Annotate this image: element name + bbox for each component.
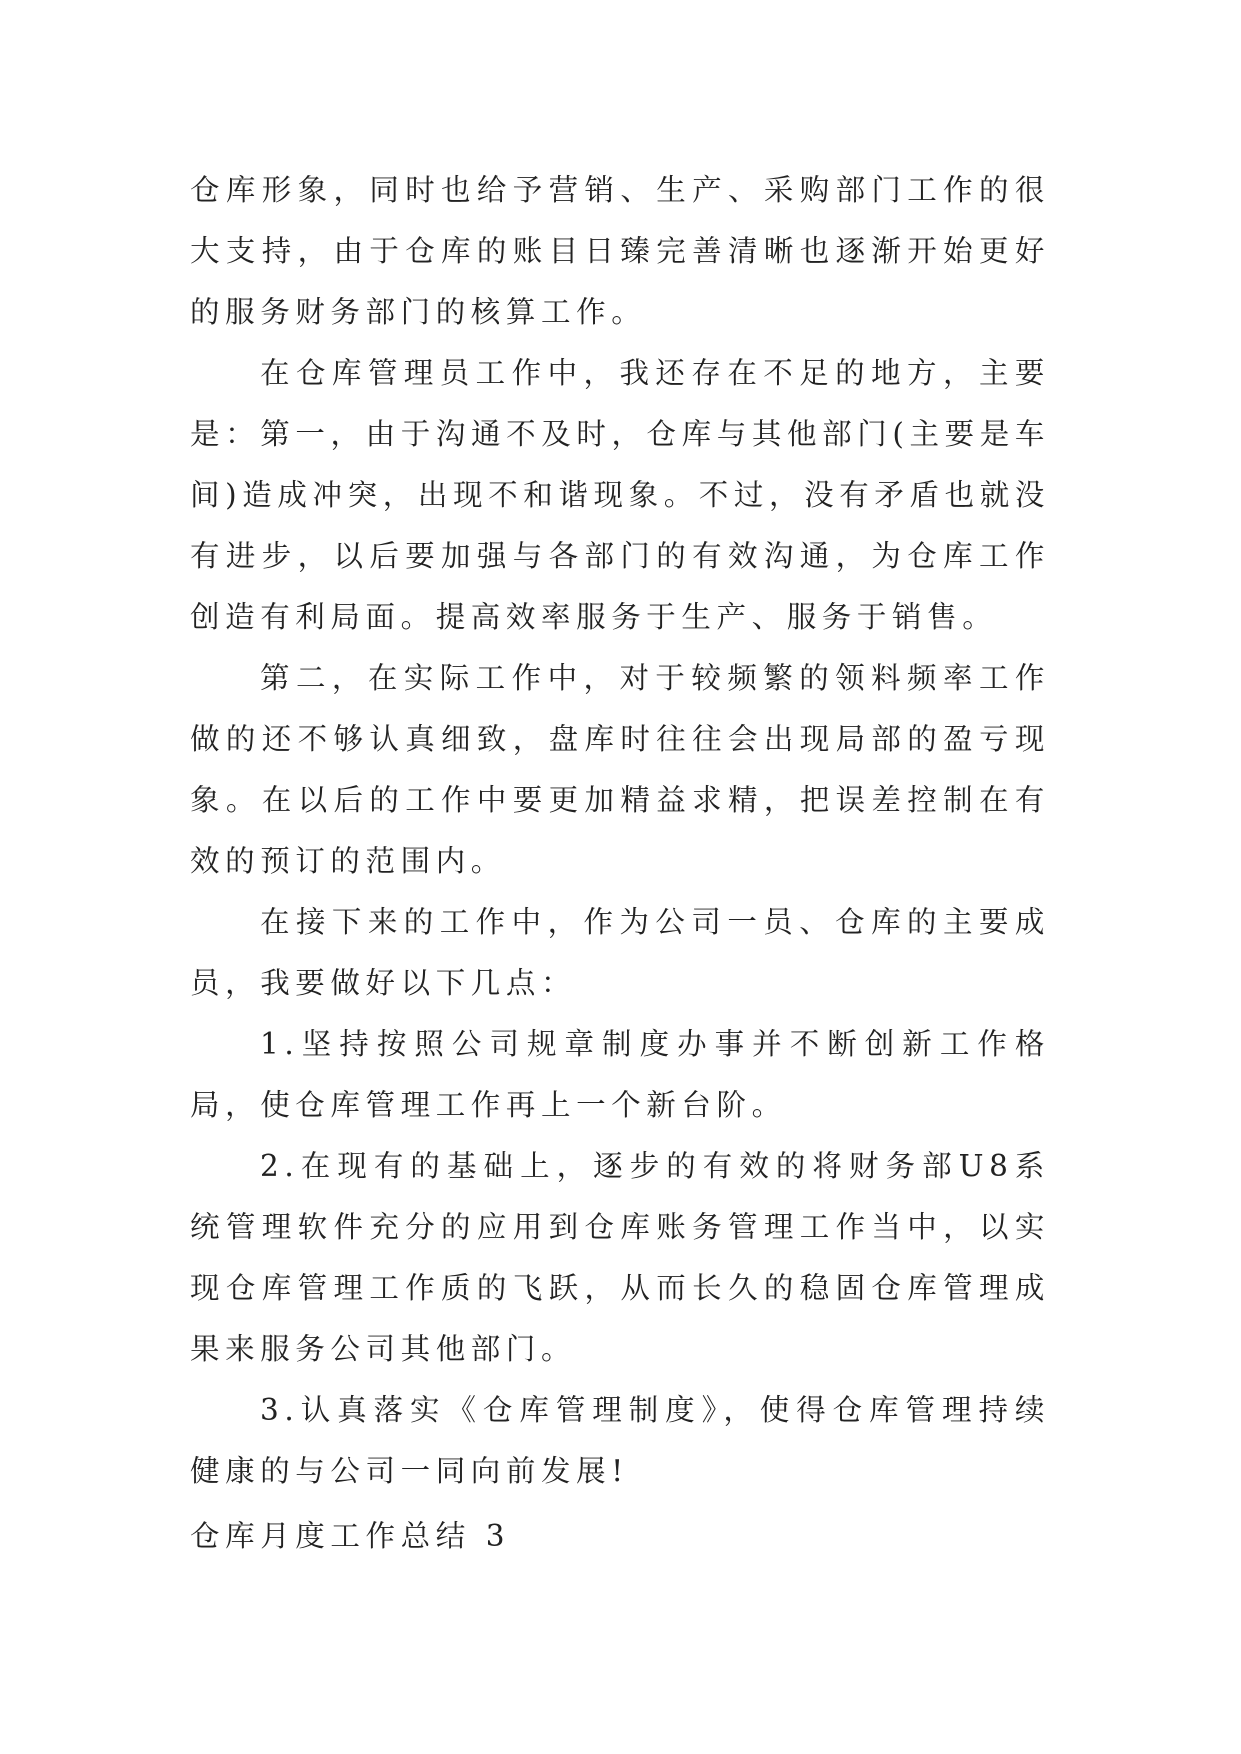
list-item-3: 3.认真落实《仓库管理制度》，使得仓库管理持续健康的与公司一同向前发展! — [190, 1393, 1050, 1488]
paragraph-second-point: 第二，在实际工作中，对于较频繁的领料频率工作做的还不够认真细致，盘库时往往会出现局部的盈亏现象。在以后的工作中要更加精益求精，把误差控制在有效的预订的范围内。 — [190, 661, 1050, 878]
list-item-2: 2.在现有的基础上，逐步的有效的将财务部U8系统管理软件充分的应用到仓库账务管理工作当中，以实现仓库管理工作质的飞跃，从而长久的稳固仓库管理成果来服务公司其他部门。 — [190, 1149, 1050, 1366]
list-item-1: 1.坚持按照公司规章制度办事并不断创新工作格局，使仓库管理工作再上一个新台阶。 — [190, 1027, 1050, 1122]
paragraph-continuation: 仓库形象，同时也给予营销、生产、采购部门工作的很大支持，由于仓库的账目日臻完善清晰也逐渐开始更好的服务财务部门的核算工作。 — [190, 173, 1050, 329]
paragraph-next-steps-intro: 在接下来的工作中，作为公司一员、仓库的主要成员，我要做好以下几点： — [190, 905, 1050, 1000]
document-body — [190, 160, 1050, 1502]
section-heading: 仓库月度工作总结 3 — [190, 1519, 511, 1553]
paragraph-shortcomings: 在仓库管理员工作中，我还存在不足的地方，主要是：第一，由于沟通不及时，仓库与其他部门(主要是车间)造成冲突，出现不和谐现象。不过，没有矛盾也就没有进步，以后要加强与各部门的有效沟通，为仓库工作创造有利局面。提高效率服务于生产、服务于销售。 — [190, 356, 1050, 634]
